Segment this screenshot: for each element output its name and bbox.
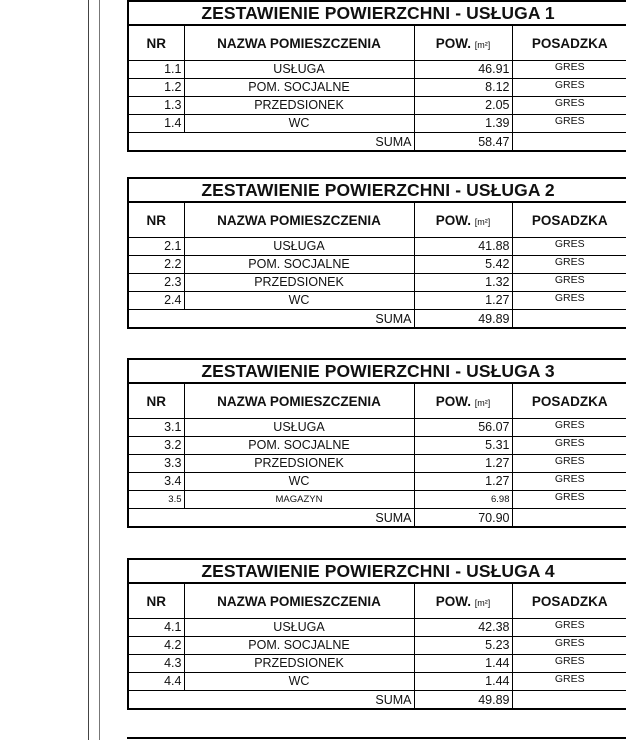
row-name: WC [184,673,414,691]
table-row [128,673,626,691]
header-area-label: POW. [435,593,471,609]
table-row [128,637,626,655]
sum-empty-cell [512,133,626,152]
row-area: 5.31 [414,437,512,455]
row-floor: GRES [512,97,626,115]
row-area: 1.44 [414,655,512,673]
row-area: 6.98 [414,491,512,509]
row-nr: 1.2 [128,79,184,97]
row-nr: 3.3 [128,455,184,473]
table-row [128,256,626,274]
row-area: 1.27 [414,292,512,310]
row-floor: GRES [512,473,626,491]
row-floor: GRES [512,655,626,673]
area-table-2 [127,177,626,329]
table-title: ZESTAWIENIE POWIERZCHNI - USŁUGA 2 [128,178,626,202]
table-row [128,97,626,115]
sum-value: 49.89 [414,691,512,710]
header-nr: NR [128,583,184,619]
header-name: NAZWA POMIESZCZENIA [184,25,414,61]
row-floor: GRES [512,673,626,691]
sum-row [128,509,626,528]
header-nr: NR [128,25,184,61]
table-row [128,619,626,637]
next-table-edge [127,737,626,749]
header-name: NAZWA POMIESZCZENIA [184,583,414,619]
header-area [414,202,512,238]
row-area: 56.07 [414,419,512,437]
row-name: WC [184,473,414,491]
row-floor: GRES [512,79,626,97]
sum-empty-cell [512,310,626,329]
table-row [128,491,626,509]
header-area-label: POW. [435,212,471,228]
row-area: 1.39 [414,115,512,133]
row-nr: 2.1 [128,238,184,256]
row-area: 2.05 [414,97,512,115]
table-title: ZESTAWIENIE POWIERZCHNI - USŁUGA 1 [128,1,626,25]
row-nr: 1.3 [128,97,184,115]
header-area [414,583,512,619]
sum-value: 70.90 [414,509,512,528]
row-floor: GRES [512,419,626,437]
row-nr: 2.2 [128,256,184,274]
table-title: ZESTAWIENIE POWIERZCHNI - USŁUGA 3 [128,359,626,383]
row-name: WC [184,115,414,133]
row-name: USŁUGA [184,61,414,79]
row-floor: GRES [512,491,626,509]
table-row [128,274,626,292]
row-nr: 2.3 [128,274,184,292]
row-nr: 4.3 [128,655,184,673]
row-nr: 3.2 [128,437,184,455]
sum-empty-cell [512,691,626,710]
row-floor: GRES [512,455,626,473]
header-area-unit: [m²] [474,39,491,50]
row-name: POM. SOCJALNE [184,637,414,655]
table-row [128,292,626,310]
table-row [128,61,626,79]
header-area-label: POW. [435,393,471,409]
row-name: USŁUGA [184,238,414,256]
row-area: 8.12 [414,79,512,97]
header-floor: POSADZKA [512,583,626,619]
row-name: PRZEDSIONEK [184,455,414,473]
area-table-4 [127,558,626,710]
area-table-3 [127,358,626,528]
sum-label: SUMA [128,133,414,152]
table-title: ZESTAWIENIE POWIERZCHNI - USŁUGA 4 [128,559,626,583]
row-name: POM. SOCJALNE [184,79,414,97]
table-row [128,79,626,97]
sum-label: SUMA [128,509,414,528]
row-area: 1.27 [414,455,512,473]
row-area: 41.88 [414,238,512,256]
row-area: 1.44 [414,673,512,691]
row-nr: 2.4 [128,292,184,310]
sum-empty-cell [512,509,626,528]
sum-label: SUMA [128,691,414,710]
row-name: MAGAZYN [184,491,414,509]
table-row [128,655,626,673]
sum-label: SUMA [128,310,414,329]
row-area: 46.91 [414,61,512,79]
row-nr: 1.4 [128,115,184,133]
area-table-1 [127,0,626,152]
row-area: 1.27 [414,473,512,491]
table-row [128,473,626,491]
header-area-unit: [m²] [474,597,491,608]
header-area [414,383,512,419]
row-nr: 3.4 [128,473,184,491]
header-area-label: POW. [435,35,471,51]
page-margin-line [99,0,100,740]
row-nr: 3.5 [128,491,184,509]
sum-row [128,691,626,710]
row-floor: GRES [512,619,626,637]
row-floor: GRES [512,292,626,310]
sum-value: 58.47 [414,133,512,152]
header-floor: POSADZKA [512,25,626,61]
table-row [128,115,626,133]
row-area: 5.23 [414,637,512,655]
row-name: PRZEDSIONEK [184,97,414,115]
row-area: 1.32 [414,274,512,292]
row-nr: 4.2 [128,637,184,655]
header-area-unit: [m²] [474,216,491,227]
row-floor: GRES [512,256,626,274]
header-floor: POSADZKA [512,202,626,238]
row-floor: GRES [512,437,626,455]
row-area: 5.42 [414,256,512,274]
row-nr: 4.4 [128,673,184,691]
table-row [128,437,626,455]
row-name: USŁUGA [184,619,414,637]
header-name: NAZWA POMIESZCZENIA [184,202,414,238]
row-floor: GRES [512,115,626,133]
header-nr: NR [128,383,184,419]
row-nr: 3.1 [128,419,184,437]
row-nr: 4.1 [128,619,184,637]
row-name: PRZEDSIONEK [184,274,414,292]
sum-value: 49.89 [414,310,512,329]
table-row [128,419,626,437]
row-floor: GRES [512,274,626,292]
row-name: USŁUGA [184,419,414,437]
row-name: WC [184,292,414,310]
row-floor: GRES [512,238,626,256]
table-row [128,455,626,473]
row-floor: GRES [512,637,626,655]
sum-row [128,133,626,152]
row-name: PRZEDSIONEK [184,655,414,673]
header-area-unit: [m²] [474,397,491,408]
row-name: POM. SOCJALNE [184,256,414,274]
page-margin-line [88,0,89,740]
header-floor: POSADZKA [512,383,626,419]
header-nr: NR [128,202,184,238]
row-nr: 1.1 [128,61,184,79]
header-area [414,25,512,61]
row-area: 42.38 [414,619,512,637]
sum-row [128,310,626,329]
table-row [128,238,626,256]
row-floor: GRES [512,61,626,79]
header-name: NAZWA POMIESZCZENIA [184,383,414,419]
row-name: POM. SOCJALNE [184,437,414,455]
